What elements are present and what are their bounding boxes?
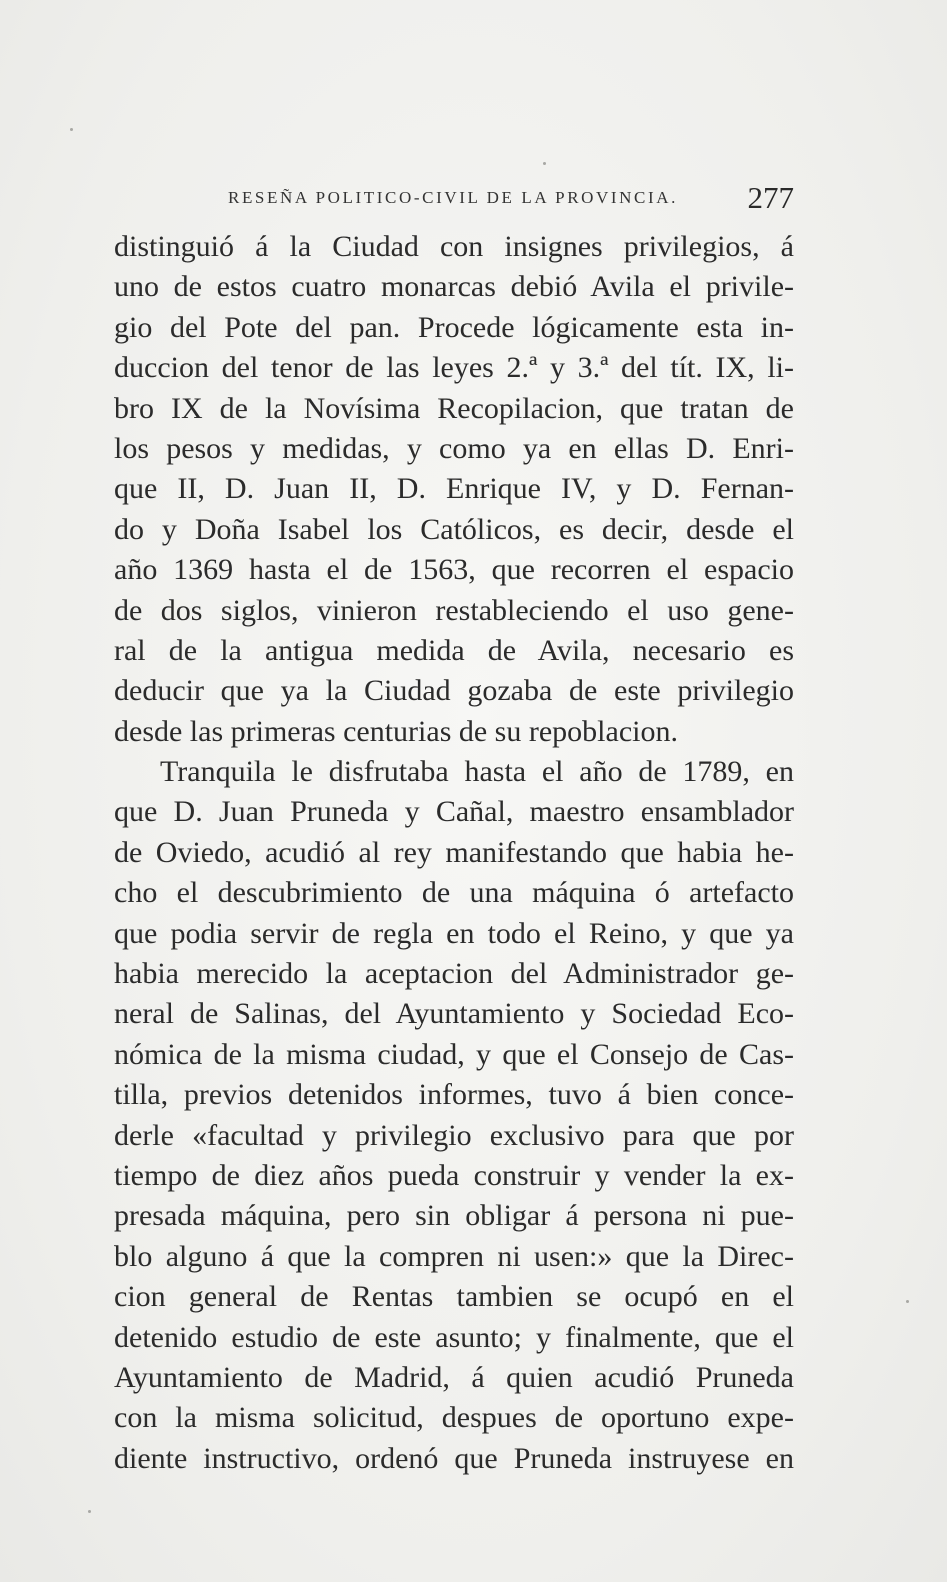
text-line: cho el descubrimiento de una máquina ó artefacto	[114, 876, 794, 910]
text-line: diente instructivo, ordenó que Pruneda instruyese en	[114, 1441, 794, 1475]
text-line: habia merecido la aceptacion del Administrador ge-	[114, 957, 794, 991]
paper-speck	[70, 128, 73, 131]
text-line: distinguió á la Ciudad con insignes privilegios, á	[114, 230, 794, 263]
text-line: deducir que ya la Ciudad gozaba de este privilegio	[114, 674, 794, 708]
text-line: neral de Salinas, del Ayuntamiento y Sociedad Eco-	[114, 997, 794, 1031]
body-text	[114, 227, 794, 1479]
running-title: RESEÑA POLITICO-CIVIL DE LA PROVINCIA.	[228, 188, 678, 207]
text-line: año 1369 hasta el de 1563, que recorren el espacio	[114, 553, 794, 587]
text-line: derle «facultad y privilegio exclusivo para que por	[114, 1118, 794, 1152]
paper-speck	[88, 1510, 91, 1513]
page-header	[228, 180, 794, 220]
text-line: do y Doña Isabel los Católicos, es decir, desde el	[114, 512, 794, 546]
text-line: con la misma solicitud, despues de oportuno expe-	[114, 1401, 794, 1435]
text-line: desde las primeras centurias de su repoblacion.	[114, 714, 678, 748]
page-number: 277	[747, 180, 794, 215]
text-line: blo alguno á que la compren ni usen:» que la Direc-	[114, 1239, 794, 1273]
text-line: los pesos y medidas, y como ya en ellas D. Enri-	[114, 431, 794, 465]
paper-speck	[906, 1300, 909, 1303]
text-line: de Oviedo, acudió al rey manifestando que habia he-	[114, 835, 794, 869]
text-line: cion general de Rentas tambien se ocupó en el	[114, 1280, 794, 1314]
text-line: Ayuntamiento de Madrid, á quien acudió Pruneda	[114, 1360, 794, 1394]
text-line: nómica de la misma ciudad, y que el Consejo de Cas-	[114, 1037, 794, 1071]
text-line: tilla, previos detenidos informes, tuvo á bien conce-	[114, 1078, 794, 1112]
text-line: duccion del tenor de las leyes 2.ª y 3.ª del tít. IX, li-	[114, 351, 794, 385]
text-line: uno de estos cuatro monarcas debió Avila el privile-	[114, 270, 794, 304]
paper-speck	[543, 162, 546, 165]
text-line: gio del Pote del pan. Procede lógicamente esta in-	[114, 310, 794, 344]
text-line: presada máquina, pero sin obligar á persona ni pue-	[114, 1199, 794, 1233]
text-line: ral de la antigua medida de Avila, necesario es	[114, 633, 794, 667]
text-line: Tranquila le disfrutaba hasta el año de 1789, en	[160, 755, 794, 789]
text-line: detenido estudio de este asunto; y finalmente, que el	[114, 1320, 794, 1354]
text-line: bro IX de la Novísima Recopilacion, que tratan de	[114, 391, 794, 425]
text-line: de dos siglos, vinieron restableciendo el uso gene-	[114, 593, 794, 627]
text-line: que D. Juan Pruneda y Cañal, maestro ensamblador	[114, 795, 794, 829]
text-line: que II, D. Juan II, D. Enrique IV, y D. Fernan-	[114, 472, 794, 506]
text-line: que podia servir de regla en todo el Reino, y que ya	[114, 916, 794, 950]
text-line: tiempo de diez años pueda construir y vender la ex-	[114, 1158, 794, 1192]
